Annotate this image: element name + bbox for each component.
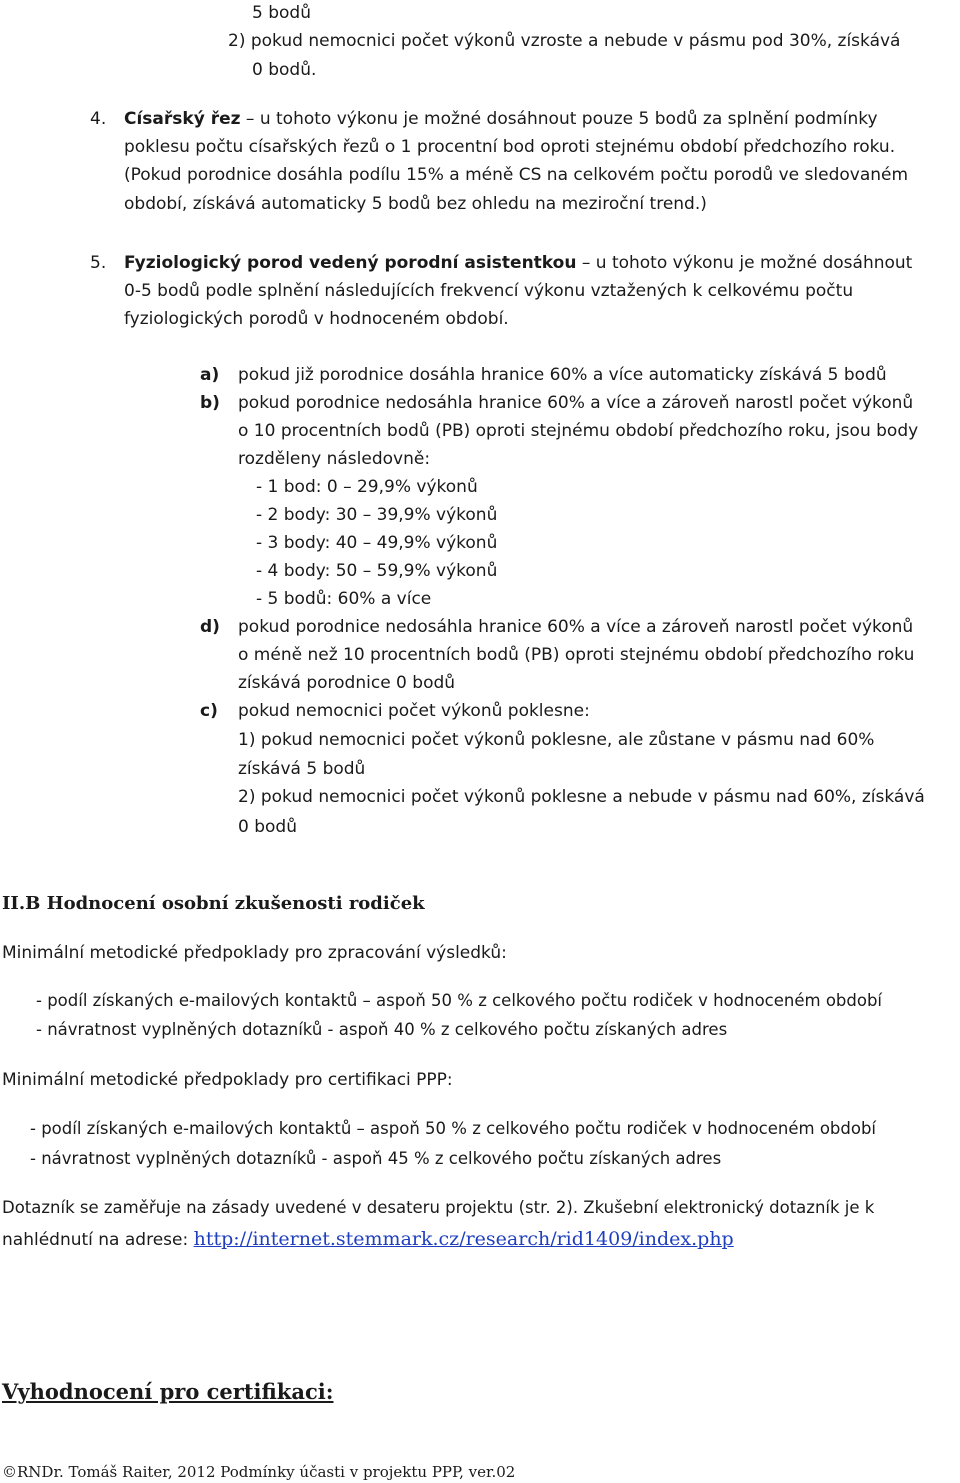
list-item: - 3 body: 40 – 49,9% výkonů	[256, 533, 498, 553]
item-5-title: Fyziologický porod vedený porodní asistentkou	[124, 253, 577, 273]
text-line: – u tohoto výkonu je možné dosáhnout	[576, 253, 913, 273]
text-line: fyziologických porodů v hodnoceném období.	[124, 309, 509, 329]
list-item: - 4 body: 50 – 59,9% výkonů	[256, 561, 498, 581]
text-line	[2, 1228, 734, 1251]
footer-text: ©RNDr. Tomáš Raiter, 2012 Podmínky účasti v projektu PPP, ver.02	[2, 1463, 516, 1481]
text-line: nahlédnutí na adrese:	[2, 1230, 194, 1250]
sub-label-d: d)	[200, 617, 220, 637]
list-item: - 5 bodů: 60% a více	[256, 589, 432, 609]
sub-label-b: b)	[200, 393, 220, 413]
sub-label-c: c)	[200, 701, 218, 721]
text-line: pokud porodnice nedosáhla hranice 60% a více a zároveň narostl počet výkonů	[238, 617, 914, 637]
text-line: získává 5 bodů	[238, 759, 366, 779]
text-line: pokud již porodnice dosáhla hranice 60% a více automaticky získává 5 bodů	[238, 365, 887, 385]
text-line: pokud nemocnici počet výkonů poklesne:	[238, 701, 590, 721]
list-number: 5.	[90, 253, 107, 273]
list-item: - 2 body: 30 – 39,9% výkonů	[256, 505, 498, 525]
list-item: - 1 bod: 0 – 29,9% výkonů	[256, 477, 478, 497]
sub-label-a: a)	[200, 365, 220, 385]
text-line: (Pokud porodnice dosáhla podílu 15% a méně CS na celkovém počtu porodů ve sledovaném	[124, 165, 909, 185]
item-4-title: Císařský řez	[124, 109, 241, 129]
item-4-line	[124, 108, 878, 130]
text-line: 0 bodů	[238, 817, 297, 837]
text-line: období, získává automaticky 5 bodů bez ohledu na meziroční trend.)	[124, 194, 707, 214]
text-line: o méně než 10 procentních bodů (PB) oproti stejnému období předchozího roku	[238, 645, 915, 665]
text-line: 2) pokud nemocnici počet výkonů poklesne a nebude v pásmu nad 60%, získává	[238, 787, 925, 807]
text-line: 1) pokud nemocnici počet výkonů poklesne, ale zůstane v pásmu nad 60%	[238, 730, 875, 750]
text-line: Minimální metodické předpoklady pro certifikaci PPP:	[2, 1070, 453, 1090]
list-item: - podíl získaných e-mailových kontaktů – aspoň 50 % z celkového počtu rodiček v hodnoceném období	[36, 991, 883, 1010]
list-item: - návratnost vyplněných dotazníků - aspoň 40 % z celkového počtu získaných adres	[36, 1020, 728, 1039]
text-line: 0-5 bodů podle splnění následujících frekvencí výkonu vztažených k celkovému počtu	[124, 281, 854, 301]
survey-link[interactable]: http://internet.stemmark.cz/research/rid1409/index.php	[193, 1228, 734, 1250]
text-line: získává porodnice 0 bodů	[238, 673, 456, 693]
text-line: Dotazník se zaměřuje na zásady uvedené v desateru projektu (str. 2). Zkušební elektronický dotazník je k	[2, 1198, 875, 1217]
cert-heading: Vyhodnocení pro certifikaci:	[2, 1379, 334, 1404]
item-5-line	[124, 252, 912, 274]
text-line: 2) pokud nemocnici počet výkonů vzroste a nebude v pásmu pod 30%, získává	[228, 31, 901, 51]
text-line: o 10 procentních bodů (PB) oproti stejnému období předchozího roku, jsou body	[238, 421, 919, 441]
section-heading: II.B Hodnocení osobní zkušenosti rodiček	[2, 893, 425, 914]
list-item: - návratnost vyplněných dotazníků - aspoň 45 % z celkového počtu získaných adres	[30, 1149, 722, 1168]
list-number: 4.	[90, 109, 107, 129]
list-item: - podíl získaných e-mailových kontaktů – aspoň 50 % z celkového počtu rodiček v hodnoceném období	[30, 1119, 877, 1138]
text-line: 5 bodů	[252, 3, 311, 23]
text-line: Minimální metodické předpoklady pro zpracování výsledků:	[2, 943, 507, 963]
text-line: pokud porodnice nedosáhla hranice 60% a více a zároveň narostl počet výkonů	[238, 393, 914, 413]
text-line: poklesu počtu císařských řezů o 1 procentní bod oproti stejnému období předchozího roku.	[124, 137, 896, 157]
text-line: 0 bodů.	[252, 60, 317, 80]
text-line: rozděleny následovně:	[238, 449, 431, 469]
text-line: – u tohoto výkonu je možné dosáhnout pouze 5 bodů za splnění podmínky	[240, 109, 878, 129]
